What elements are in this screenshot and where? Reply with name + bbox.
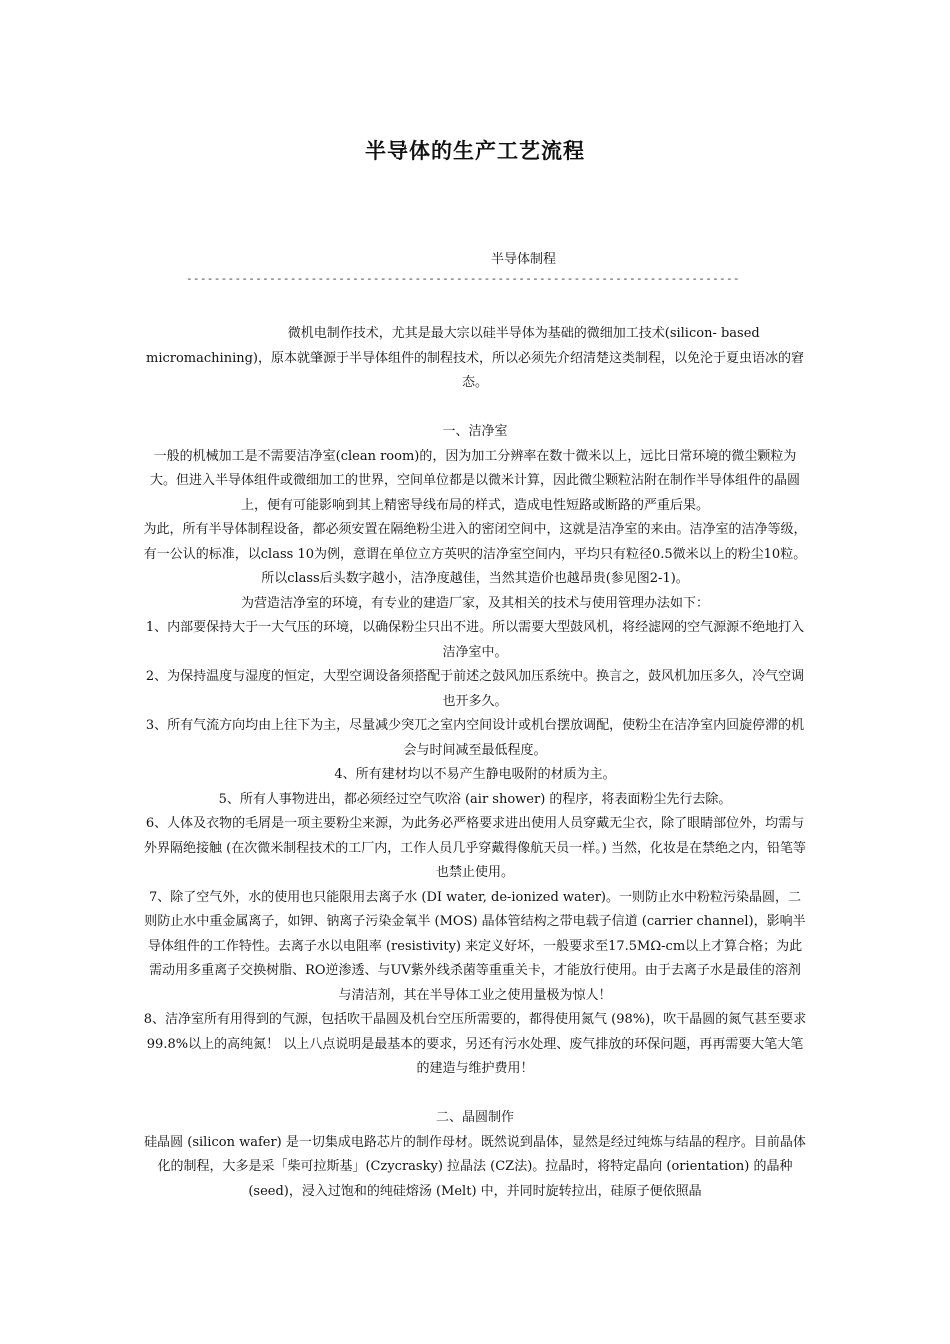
section-spacer: [143, 1082, 807, 1107]
cleanroom-item-5: 5、所有人事物进出，都必须经过空气吹浴 (air shower) 的程序，将表面粉尘先行去除。: [218, 791, 732, 807]
document-body: [143, 322, 807, 1204]
intro-paragraph: 微机电制作技术，尤其是最大宗以硅半导体为基础的微细加工技术(silicon- based micromachining)，原本就肇源于半导体组件的制程技术，所以必须先介绍清楚这类制程，以免沦于夏虫语冰的窘态。: [146, 326, 804, 390]
cleanroom-paragraph-2: 为此，所有半导体制程设备，都必须安置在隔绝粉尘进入的密闭空间中，这就是洁净室的来由。洁净室的洁净等级，有一公认的标准，以class 10为例，意谓在单位立方英呎的洁净室空间内，平均只有粒径0.5微米以上的粉尘10粒。所以class后头数字越小，洁净度越佳，当然其造价也越昂贵(参见图2-1)。: [143, 522, 807, 586]
cleanroom-item-1: 1、内部要保持大于一大气压的环境，以确保粉尘只出不进。所以需要大型鼓风机，将经滤网的空气源源不绝地打入洁净室中。: [145, 620, 805, 660]
cleanroom-paragraph-1: 一般的机械加工是不需要洁净室(clean room)的，因为加工分辨率在数十微米以上，远比日常环境的微尘颗粒为大。但进入半导体组件或微细加工的世界，空间单位都是以微米计算，因此微尘颗粒沾附在制作半导体组件的晶圆上，便有可能影响到其上精密导线布局的样式，造成电性短路或断路的严重后果。: [149, 448, 800, 513]
cleanroom-item-2: 2、为保持温度与湿度的恒定，大型空调设备须搭配于前述之鼓风加压系统中。换言之，鼓风机加压多久，冷气空调也开多久。: [145, 669, 805, 709]
cleanroom-item-6: 6、人体及衣物的毛屑是一项主要粉尘来源，为此务必严格要求进出使用人员穿戴无尘衣，除了眼睛部位外，均需与外界隔绝接触 (在次微米制程技术的工厂内，工作人员几乎穿戴得像航天员一样。) 当然，化妆是在禁绝之内，铅笔等也禁止使用。: [144, 816, 806, 880]
cleanroom-paragraph-3: 为营造洁净室的环境，有专业的建造厂家，及其相关的技术与使用管理办法如下：: [240, 595, 709, 611]
cleanroom-item-3: 3、所有气流方向均由上往下为主，尽量减少突兀之室内空间设计或机台摆放调配，使粉尘在洁净室内回旋停滞的机会与时间减至最低程度。: [145, 718, 805, 758]
section-heading-wafer: 二、晶圆制作: [435, 1110, 514, 1125]
wafer-paragraph-1: 硅晶圆 (silicon wafer) 是一切集成电路芯片的制作母材。既然说到晶体，显然是经过纯炼与结晶的程序。目前晶体化的制程，大多是采「柴可拉斯基」(Czycrasky) 拉晶法 (CZ法)。拉晶时，将特定晶向 (orientation) 的晶种 (seed)，浸入过饱和的纯硅熔汤 (Melt) 中，并同时旋转拉出，硅原子便依照晶: [144, 1134, 806, 1199]
cleanroom-item-8: 8、洁净室所有用得到的气源，包括吹干晶圆及机台空压所需要的，都得使用氮气 (98%)，吹干晶圆的氮气甚至要求99.8%以上的高纯氮！ 以上八点说明是最基本的要求，另还有污水处理、废气排放的环保问题，再再需要大笔大笔的建造与维护费用！: [143, 1012, 807, 1076]
separator-rule: --------------------------------------------------------------------------------: [186, 272, 740, 285]
cleanroom-item-7: 7、除了空气外，水的使用也只能限用去离子水 (DI water, de-ionized water)。一则防止水中粉粒污染晶圆，二则防止水中重金属离子，如钾、钠离子污染金氧半 (MOS) 晶体管结构之带电载子信道 (carrier channel)，影响半导体组件的工作特性。去离子水以电阻率 (resistivity) 来定义好坏，一般要求至17.5MΩ-cm以上才算合格；为此需动用多重离子交换树脂、RO逆渗透、与UV紫外线杀菌等重重关卡，才能放行使用。由于去离子水是最佳的溶剂与清洁剂，其在半导体工业之使用量极为惊人！: [144, 889, 806, 1003]
section-heading-cleanroom: 一、洁净室: [442, 424, 508, 439]
document-title: 半导体的生产工艺流程: [365, 138, 585, 163]
cleanroom-item-4: 4、所有建材均以不易产生静电吸附的材质为主。: [334, 767, 616, 782]
document-subtitle: 半导体制程: [490, 252, 556, 267]
